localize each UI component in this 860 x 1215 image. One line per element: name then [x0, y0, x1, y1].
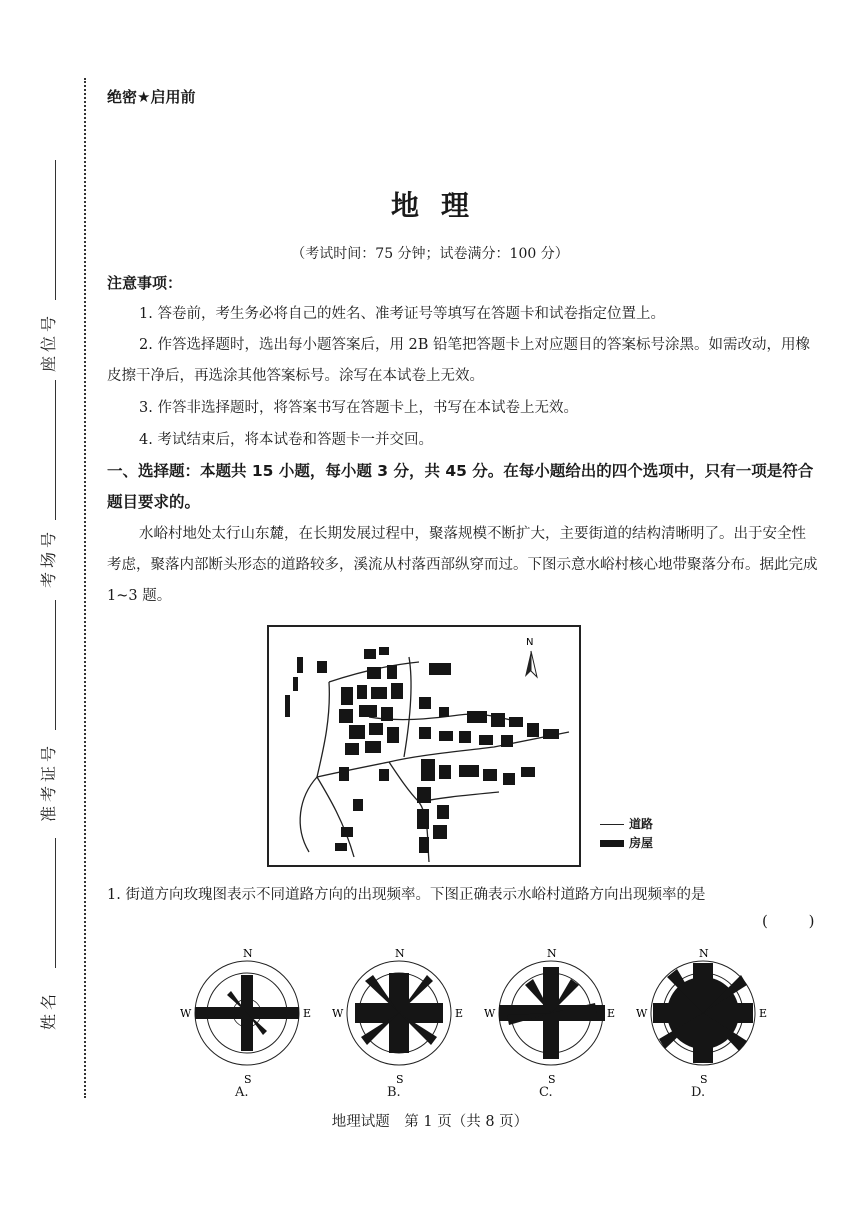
option-d-rose — [631, 945, 781, 1105]
note-item: 1. 答卷前，考生务必将自己的姓名、准考证号等填写在答题卡和试卷指定位置上。 — [139, 306, 665, 322]
legend-road — [600, 815, 653, 832]
binding-dotted-line — [84, 78, 86, 1098]
option-label: A. — [235, 1085, 249, 1100]
option-a-rose — [175, 945, 325, 1105]
north-label: N — [526, 637, 534, 648]
option-b-rose — [327, 945, 477, 1105]
south-mark: S — [244, 1073, 252, 1085]
option-label: B. — [387, 1085, 401, 1100]
seat-number-label: 座位号 — [39, 311, 58, 372]
note-item: 3. 作答非选择题时，将答案书写在答题卡上，书写在本试卷上无效。 — [139, 400, 578, 416]
house-swatch — [600, 840, 624, 847]
village-map — [267, 625, 581, 867]
confidential-mark: 绝密★启用前 — [107, 88, 196, 106]
west-mark: W — [180, 1007, 192, 1020]
reading-passage: 水峪村地处太行山东麓，在长期发展过程中，聚落规模不断扩大，主要街道的结构清晰明了。出于安全性考虑，聚落内部断头形态的道路较多，溪流从村落西部纵穿而过。下图示意水峪村核心地带聚落分布。据此完成 1~3 题。 — [107, 526, 818, 604]
question-1: 1. 街道方向玫瑰图表示不同道路方向的出现频率。下图正确表示水峪村道路方向出现频率的是 — [107, 887, 706, 903]
legend-house-label: 房屋 — [629, 836, 654, 850]
road-swatch — [600, 824, 624, 825]
option-c-rose — [479, 945, 629, 1105]
name-label: 姓名 — [39, 989, 58, 1030]
answer-parentheses: ( ) — [762, 912, 833, 930]
ticket-number-label: 准考证号 — [39, 741, 58, 822]
notes-heading: 注意事项： — [107, 274, 183, 292]
page-title: 地理 — [390, 189, 491, 222]
exam-room-blank — [55, 380, 56, 520]
east-mark: E — [759, 1007, 768, 1020]
section-heading: 一、选择题：本题共 15 小题，每小题 3 分，共 45 分。在每小题给出的四个选项中，只有一项是符合题目要求的。 — [107, 462, 814, 511]
legend-road-label: 道路 — [629, 817, 654, 831]
west-mark: W — [484, 1007, 496, 1020]
legend-house — [600, 834, 653, 851]
south-mark: S — [548, 1073, 556, 1085]
east-mark: E — [607, 1007, 616, 1020]
ticket-number-blank — [55, 600, 56, 730]
page-footer: 地理试题 第 1 页（共 8 页） — [331, 1114, 529, 1130]
west-mark: W — [332, 1007, 344, 1020]
name-blank — [55, 838, 56, 968]
exam-room-label: 考场号 — [39, 527, 58, 588]
note-item: 2. 作答选择题时，选出每小题答案后，用 2B 铅笔把答题卡上对应题目的答案标号涂黑。如需改动，用橡皮擦干净后，再选涂其他答案标号。涂写在本试卷上无效。 — [107, 337, 811, 384]
north-mark: N — [699, 947, 709, 960]
option-label: D. — [691, 1085, 706, 1100]
east-mark: E — [455, 1007, 464, 1020]
village-map-drawing — [269, 627, 579, 865]
west-mark: W — [636, 1007, 648, 1020]
seat-number-blank — [55, 160, 56, 300]
north-mark: N — [547, 947, 557, 960]
note-item: 4. 考试结束后，将本试卷和答题卡一并交回。 — [139, 432, 433, 448]
north-arrow — [525, 637, 537, 677]
exam-info: （考试时间：75 分钟；试卷满分：100 分） — [291, 246, 569, 262]
south-mark: S — [396, 1073, 404, 1085]
south-mark: S — [700, 1073, 708, 1085]
houses — [285, 647, 559, 853]
north-mark: N — [395, 947, 405, 960]
east-mark: E — [303, 1007, 312, 1020]
option-label: C. — [539, 1085, 553, 1100]
north-mark: N — [243, 947, 253, 960]
